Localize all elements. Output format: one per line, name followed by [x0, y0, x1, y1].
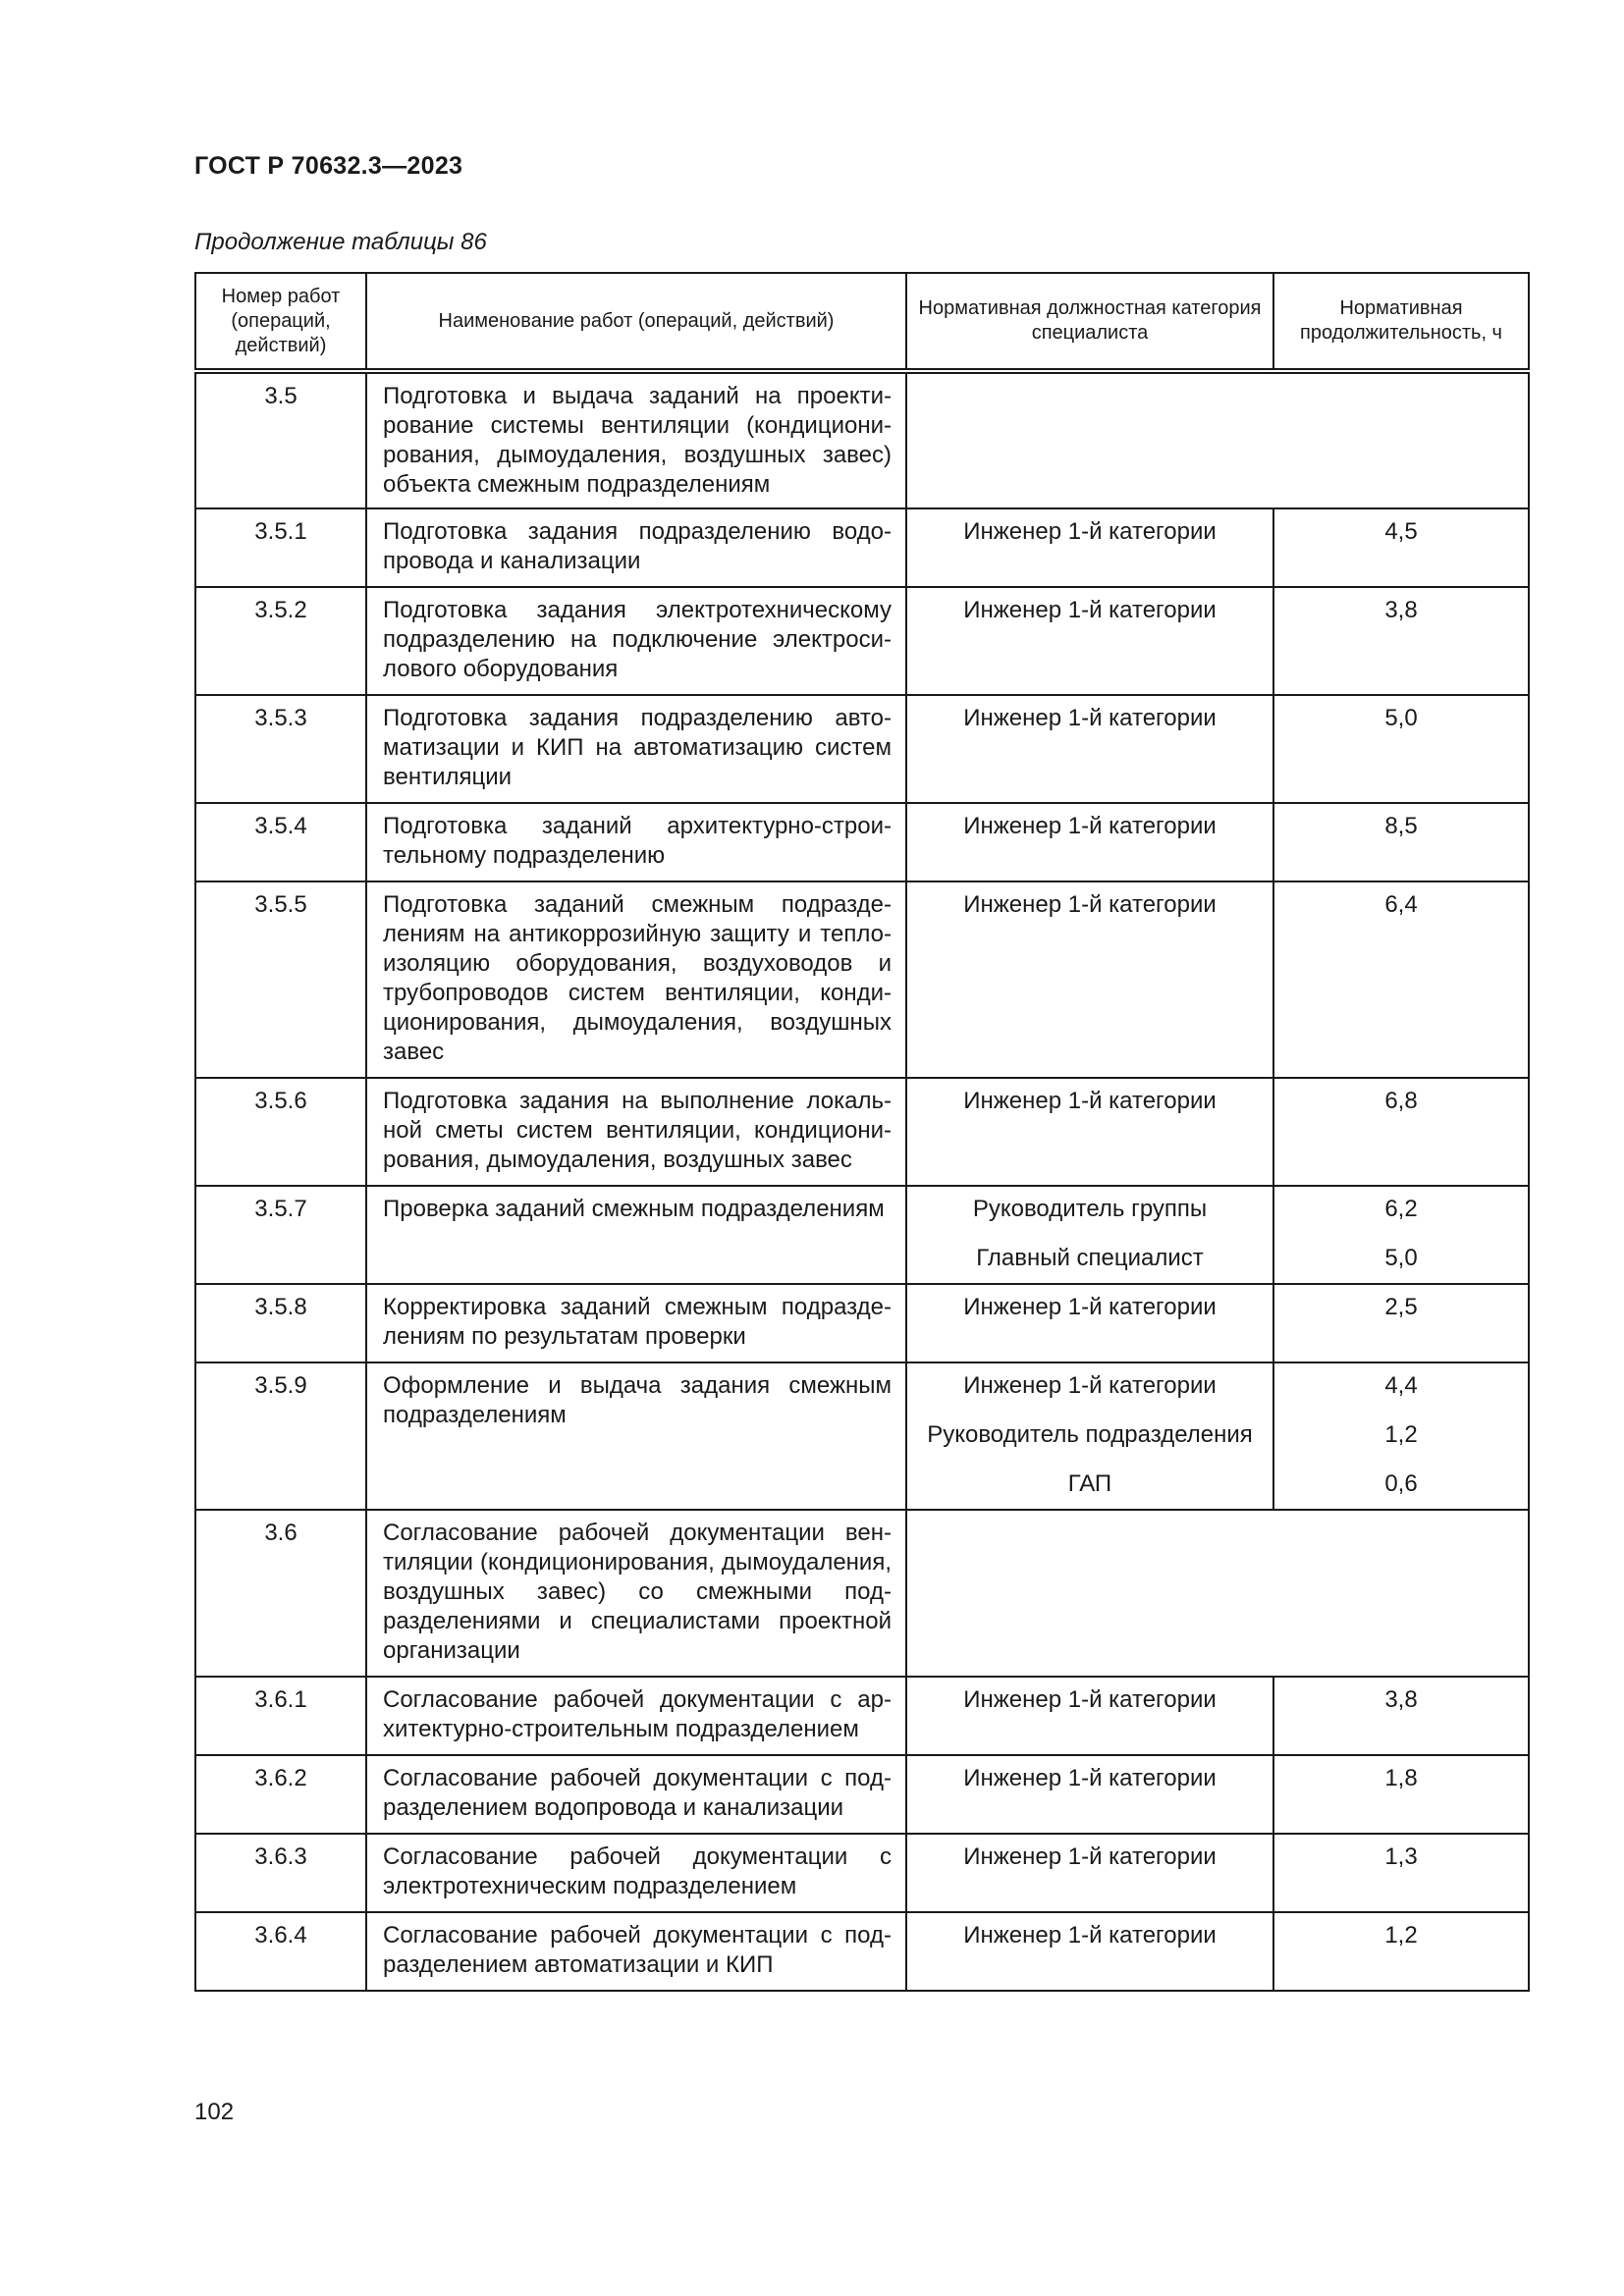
specialist-category-cell [906, 1078, 1273, 1186]
duration-value: 1,2 [1384, 1922, 1418, 1949]
duration-value: 1,2 [1384, 1421, 1418, 1448]
specialist-category: Инженер 1-й категории [963, 813, 1217, 839]
column-header-category: Нормативная должностная категория специалиста [906, 273, 1273, 371]
table-row [195, 1834, 1529, 1912]
specialist-category: Инженер 1-й категории [963, 1372, 1217, 1399]
table-row [195, 1677, 1529, 1755]
table-header-row [195, 273, 1529, 371]
duration-value: 3,8 [1384, 1686, 1418, 1713]
duration-value: 5,0 [1384, 705, 1418, 731]
duration-cell [1273, 587, 1529, 695]
duration-cell [1273, 1284, 1529, 1362]
work-name: Подготовка заданий смежным подразделениям на антикоррозийную защиту и теплоизоляцию оборудования, воздуховодов и трубопроводов систем вентиляции, кондиционирования, дымоудаления, воздушных завес [366, 881, 906, 1078]
work-number: 3.5.5 [195, 881, 366, 1078]
specialist-category-cell [906, 1834, 1273, 1912]
table-row [195, 1755, 1529, 1834]
work-name: Согласование рабочей документации с подразделением водопровода и канализации [366, 1755, 906, 1834]
duration-cell [1273, 695, 1529, 803]
work-name: Подготовка и выдача заданий на проектирование системы вентиляции (кондиционирования, дымоудаления, воздушных завес) объекта смежным подразделениям [366, 371, 906, 508]
specialist-category-cell [906, 1186, 1273, 1284]
duration-cell [1273, 508, 1529, 587]
column-header-duration: Нормативная продолжительность, ч [1273, 273, 1529, 371]
duration-value: 8,5 [1384, 813, 1418, 839]
table-row [195, 803, 1529, 881]
specialist-category: Инженер 1-й категории [963, 1088, 1217, 1114]
table-row [195, 371, 1529, 508]
work-number: 3.5.6 [195, 1078, 366, 1186]
work-name: Согласование рабочей документации с архитектурно-строительным подразделением [366, 1677, 906, 1755]
work-number: 3.5.4 [195, 803, 366, 881]
specialist-category: Инженер 1-й категории [963, 891, 1217, 918]
document-code: ГОСТ Р 70632.3—2023 [194, 152, 463, 180]
duration-cell [1273, 1078, 1529, 1186]
work-number: 3.6.2 [195, 1755, 366, 1834]
table-row [195, 508, 1529, 587]
duration-value: 6,4 [1384, 891, 1418, 918]
table-body [195, 371, 1529, 1991]
table-row [195, 587, 1529, 695]
duration-cell [1273, 881, 1529, 1078]
work-number: 3.5.7 [195, 1186, 366, 1284]
specialist-category-cell [906, 508, 1273, 587]
specialist-category: Инженер 1-й категории [963, 518, 1217, 545]
duration-value: 6,8 [1384, 1088, 1418, 1114]
duration-value: 4,5 [1384, 518, 1418, 545]
specialist-category-cell [906, 695, 1273, 803]
column-header-number: Номер работ (операций, действий) [195, 273, 366, 371]
duration-value: 4,4 [1384, 1372, 1418, 1399]
specialist-category: Инженер 1-й категории [963, 1765, 1217, 1791]
duration-cell [1273, 1677, 1529, 1755]
work-name: Подготовка задания подразделению автоматизации и КИП на автоматизацию систем вентиляции [366, 695, 906, 803]
specialist-category-cell [906, 1677, 1273, 1755]
table-caption: Продолжение таблицы 86 [194, 229, 487, 255]
work-name: Подготовка задания на выполнение локальной сметы систем вентиляции, кондиционирования, дымоудаления, воздушных завес [366, 1078, 906, 1186]
duration-value: 6,2 [1384, 1196, 1418, 1222]
work-number: 3.6.3 [195, 1834, 366, 1912]
work-number: 3.5 [195, 371, 366, 508]
work-number: 3.6 [195, 1510, 366, 1677]
duration-cell [1273, 1362, 1529, 1510]
duration-value: 0,6 [1384, 1470, 1418, 1497]
empty-cell [906, 1510, 1529, 1677]
duration-cell [1273, 1186, 1529, 1284]
duration-cell [1273, 1834, 1529, 1912]
column-header-name: Наименование работ (операций, действий) [366, 273, 906, 371]
specialist-category-cell [906, 1362, 1273, 1510]
work-number: 3.5.2 [195, 587, 366, 695]
duration-value: 3,8 [1384, 597, 1418, 623]
specialist-category: Инженер 1-й категории [963, 1686, 1217, 1713]
work-name: Подготовка заданий архитектурно-строительному подразделению [366, 803, 906, 881]
table-row [195, 1284, 1529, 1362]
page-number: 102 [194, 2099, 235, 2125]
duration-cell [1273, 1755, 1529, 1834]
specialist-category: ГАП [1067, 1470, 1112, 1497]
table-row [195, 1362, 1529, 1510]
table-row [195, 1078, 1529, 1186]
table-row [195, 1510, 1529, 1677]
specialist-category: Инженер 1-й категории [963, 1843, 1217, 1870]
work-name: Согласование рабочей документации вентиляции (кондиционирования, дымоудаления, воздушных завес) со смежными подразделениями и специалистами проектной организации [366, 1510, 906, 1677]
work-number: 3.6.1 [195, 1677, 366, 1755]
work-number: 3.5.3 [195, 695, 366, 803]
duration-value: 2,5 [1384, 1294, 1418, 1320]
work-name: Оформление и выдача задания смежным подразделениям [366, 1362, 906, 1510]
work-number: 3.5.8 [195, 1284, 366, 1362]
specialist-category-cell [906, 1755, 1273, 1834]
duration-value: 5,0 [1384, 1245, 1418, 1271]
specialist-category-cell [906, 1912, 1273, 1991]
table-row [195, 1186, 1529, 1284]
work-name: Подготовка задания подразделению водопровода и канализации [366, 508, 906, 587]
table-row [195, 695, 1529, 803]
work-number: 3.5.9 [195, 1362, 366, 1510]
duration-cell [1273, 1912, 1529, 1991]
specialist-category: Руководитель подразделения [927, 1421, 1253, 1448]
specialist-category: Инженер 1-й категории [963, 1922, 1217, 1949]
specialist-category-cell [906, 1284, 1273, 1362]
table-row [195, 1912, 1529, 1991]
specialist-category: Главный специалист [976, 1245, 1204, 1271]
specialist-category-cell [906, 881, 1273, 1078]
specialist-category: Инженер 1-й категории [963, 1294, 1217, 1320]
specialist-category: Инженер 1-й категории [963, 597, 1217, 623]
specialist-category-cell [906, 587, 1273, 695]
empty-cell [906, 371, 1529, 508]
work-number: 3.5.1 [195, 508, 366, 587]
table-row [195, 881, 1529, 1078]
work-name: Корректировка заданий смежным подразделениям по результатам проверки [366, 1284, 906, 1362]
specialist-category: Руководитель группы [972, 1196, 1208, 1222]
work-name: Подготовка задания электротехническому подразделению на подключение электросилового оборудования [366, 587, 906, 695]
specialist-category-cell [906, 803, 1273, 881]
duration-cell [1273, 803, 1529, 881]
work-number: 3.6.4 [195, 1912, 366, 1991]
duration-value: 1,8 [1384, 1765, 1418, 1791]
duration-value: 1,3 [1384, 1843, 1418, 1870]
works-table [194, 272, 1530, 1992]
work-name: Согласование рабочей документации с электротехническим подразделением [366, 1834, 906, 1912]
work-name: Проверка заданий смежным подразделениям [366, 1186, 906, 1284]
specialist-category: Инженер 1-й категории [963, 705, 1217, 731]
work-name: Согласование рабочей документации с подразделением автоматизации и КИП [366, 1912, 906, 1991]
